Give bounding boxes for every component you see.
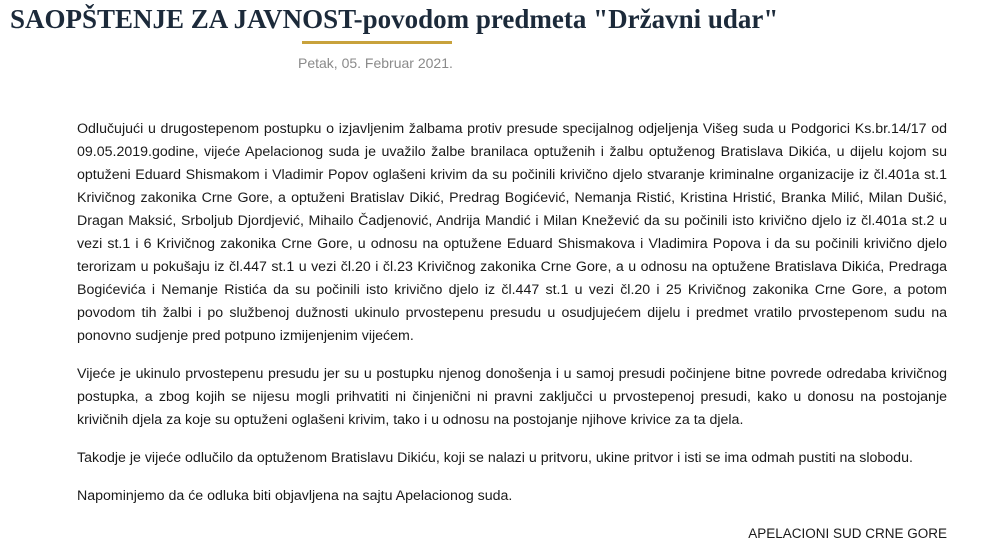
publish-date: Petak, 05. Februar 2021.: [298, 55, 453, 71]
page-title: SAOPŠTENJE ZA JAVNOST-povodom predmeta "Državni udar": [10, 4, 779, 34]
article-paragraph-3: Takodje je vijeće odlučilo da optuženom Bratislavu Dikiću, koji se nalazi u pritvoru, ukine pritvor i isti se ima odmah pustiti na slobodu.: [77, 450, 913, 466]
title-underline-divider: [302, 41, 452, 44]
article-body: [77, 118, 947, 523]
article-paragraph-2: Vijeće je ukinulo prvostepenu presudu jer su u postupku njenog donošenja i u samoj presudi počinjene bitne povrede odredaba krivičnog postupka, a zbog kojih se nijesu mogli prihvatiti ni činjenični ni pravni zaključci u prvostepenoj presudi, kako u donosu na postojanje krivičnih djela za koje su optuženi oglašeni krivim, tako i u odnosu na postojanje njihove krivice za ta djela.: [77, 366, 947, 428]
article-signature: APELACIONI SUD CRNE GORE: [748, 526, 947, 541]
article-paragraph-1: Odlučujući u drugostepenom postupku o izjavljenim žalbama protiv presude specijalnog odjeljenja Višeg suda u Podgorici Ks.br.14/17 od 09.05.2019.godine, vijeće Apelacionog suda je uvažilo žalbe branilaca optuženih i žalbu optuženog Bratislava Dikića, u dijelu kojom su optuženi Eduard Shismakom i Vladimir Popov oglašeni krivim da su počinili krivično djelo stvaranje kriminalne organizacije iz čl.401a st.1 Krivičnog zakonika Crne Gore, a optuženi Bratislav Dikić, Predrag Bogićević, Nemanja Ristić, Kristina Hristić, Branka Milić, Milan Dušić, Dragan Maksić, Srboljub Djordjević, Mihailo Čadjenović, Andrija Mandić i Milan Knežević da su počinili isto krivično djelo iz čl.401a st.2 u vezi st.1 i 6 Krivičnog zakonika Crne Gore, u odnosu na optužene Eduard Shismakova i Vladimira Popova i da su počinili krivično djelo terorizam u pokušaju iz čl.447 st.1 u vezi čl.20 i čl.23 Krivičnog zakonika Crne Gore, a u odnosu na optužene Bratislava Dikića, Predraga Bogićevića i Nemanje Ristića da su počinili isto krivično djelo iz čl.447 st.1 u vezi čl.20 i 25 Krivičnog zakonika Crne Gore, a potom povodom tih žalbi i po službenoj dužnosti ukinulo prvostepenu presudu u osudjujećem dijelu i predmet vratilo prvostepenom sudu na ponovno sudjenje pred potpuno izmijenjenim vijećem.: [77, 121, 947, 344]
article-paragraph-4: Napominjemo da će odluka biti objavljena na sajtu Apelacionog suda.: [77, 488, 513, 504]
